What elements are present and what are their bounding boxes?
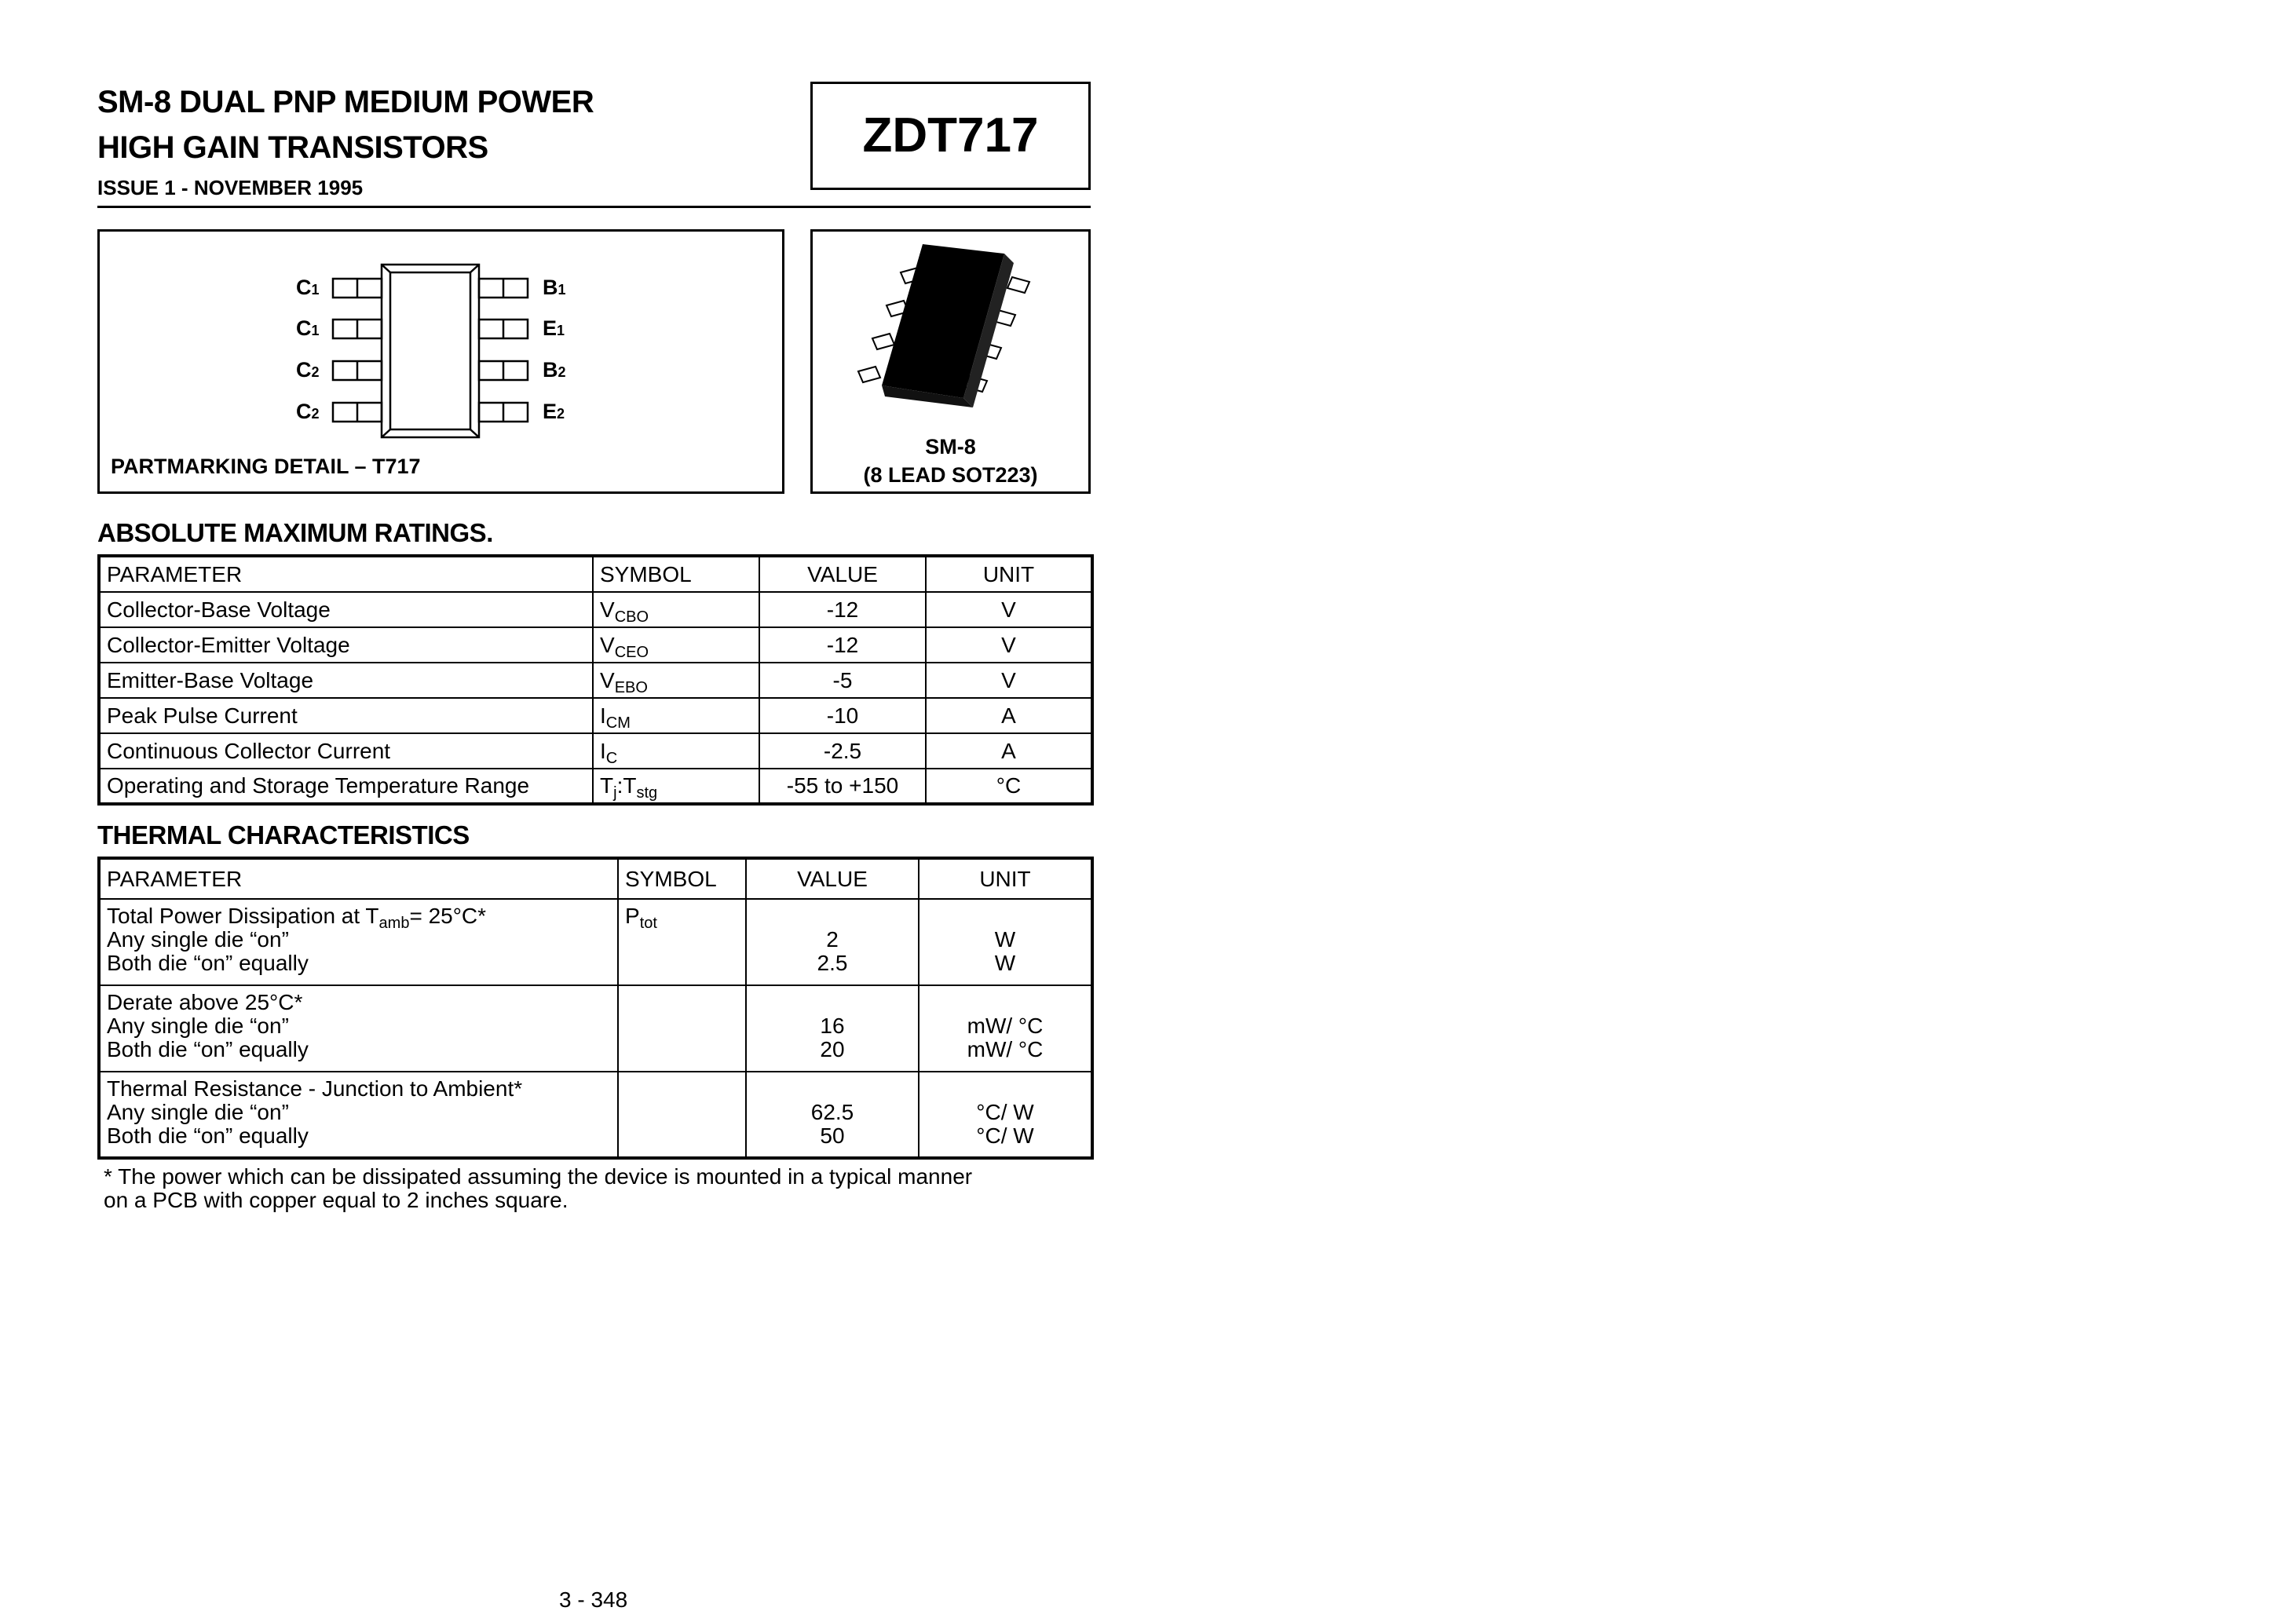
page-number: 3 - 348 — [559, 1587, 628, 1612]
table-header-row — [99, 556, 1092, 592]
symbol-cell: $V_{CEO}$ — [593, 627, 759, 663]
header-value: VALUE — [759, 556, 926, 592]
table-row — [99, 899, 1092, 985]
value-cell: -5 — [759, 663, 926, 698]
pin-label-b2: B2 — [543, 358, 566, 382]
header-rule — [97, 206, 1091, 208]
table-row — [99, 1072, 1092, 1158]
table-row — [99, 698, 1092, 733]
unit-cell: °C/ W °C/ W — [919, 1072, 1092, 1158]
parameter-cell: Collector-Base Voltage — [99, 592, 593, 627]
abs-max-heading: ABSOLUTE MAXIMUM RATINGS. — [97, 518, 493, 547]
pin-label-b1: B1 — [543, 276, 566, 299]
table-row — [99, 592, 1092, 627]
table-row — [99, 627, 1092, 663]
pin-label-c1-b: C1 — [296, 316, 320, 340]
value-cell: -10 — [759, 698, 926, 733]
header-symbol: SYMBOL — [593, 556, 759, 592]
unit-cell: °C — [926, 769, 1092, 804]
header-unit: UNIT — [919, 858, 1092, 899]
unit-cell: W W — [919, 899, 1092, 985]
value-cell: 62.5 50 — [746, 1072, 919, 1158]
header-value: VALUE — [746, 858, 919, 899]
parameter-cell: Continuous Collector Current — [99, 733, 593, 769]
parameter-cell: Peak Pulse Current — [99, 698, 593, 733]
parameter-cell: Derate above 25°C* Any single die “on” Both die “on” equally — [99, 985, 618, 1072]
pinout-diagram — [100, 232, 782, 491]
pin-label-e2: E2 — [543, 400, 565, 423]
symbol-cell: $T_j:T_{stg}$ — [593, 769, 759, 804]
symbol-cell — [618, 1072, 746, 1158]
parameter-cell: Emitter-Base Voltage — [99, 663, 593, 698]
symbol-cell: $V_{CBO}$ — [593, 592, 759, 627]
table-header-row — [99, 858, 1092, 899]
sm8-package-icon — [813, 232, 1088, 436]
package-box — [810, 229, 1091, 494]
pinout-box — [97, 229, 784, 494]
unit-cell: V — [926, 592, 1092, 627]
footnote-line-1: * The power which can be dissipated assuming the device is mounted in a typical manner — [104, 1164, 973, 1189]
unit-cell: A — [926, 698, 1092, 733]
unit-cell: V — [926, 627, 1092, 663]
partmarking-detail: PARTMARKING DETAIL – T717 — [111, 455, 421, 478]
header-symbol: SYMBOL — [618, 858, 746, 899]
symbol-cell: $I_C$ — [593, 733, 759, 769]
part-number: ZDT717 — [862, 108, 1039, 163]
parameter-cell: Total Power Dissipation at $T_{amb}= 25^\circ C*$ Any single die “on” Both die “on” equally — [99, 899, 618, 985]
symbol-cell: $P_{tot}$ — [618, 899, 746, 985]
unit-cell: V — [926, 663, 1092, 698]
table-row — [99, 663, 1092, 698]
header-parameter: PARAMETER — [99, 556, 593, 592]
thermal-heading: THERMAL CHARACTERISTICS — [97, 820, 470, 849]
title-line-1: SM-8 DUAL PNP MEDIUM POWER — [97, 85, 594, 119]
thermal-table — [97, 857, 1094, 1160]
parameter-cell: Collector-Emitter Voltage — [99, 627, 593, 663]
issue-date: ISSUE 1 - NOVEMBER 1995 — [97, 176, 364, 199]
package-description: (8 LEAD SOT223) — [863, 463, 1038, 487]
value-cell: 2 2.5 — [746, 899, 919, 985]
unit-cell: A — [926, 733, 1092, 769]
value-cell: -2.5 — [759, 733, 926, 769]
value-cell: 16 20 — [746, 985, 919, 1072]
title-line-2: HIGH GAIN TRANSISTORS — [97, 130, 488, 165]
symbol-cell — [618, 985, 746, 1072]
parameter-cell: Operating and Storage Temperature Range — [99, 769, 593, 804]
symbol-cell: $V_{EBO}$ — [593, 663, 759, 698]
table-row — [99, 985, 1092, 1072]
symbol-cell: $I_{CM}$ — [593, 698, 759, 733]
header-unit: UNIT — [926, 556, 1092, 592]
table-row — [99, 733, 1092, 769]
footnote-line-2: on a PCB with copper equal to 2 inches square. — [104, 1188, 569, 1212]
pin-label-c1-a: C1 — [296, 276, 320, 299]
parameter-cell: Thermal Resistance - Junction to Ambient* Any single die “on” Both die “on” equally — [99, 1072, 618, 1158]
table-row — [99, 769, 1092, 804]
value-cell: -12 — [759, 592, 926, 627]
value-cell: -12 — [759, 627, 926, 663]
pin-label-e1: E1 — [543, 316, 565, 340]
value-cell: -55 to +150 — [759, 769, 926, 804]
part-number-box — [810, 82, 1091, 190]
pin-label-c2-b: C2 — [296, 400, 320, 423]
pin-label-c2-a: C2 — [296, 358, 320, 382]
unit-cell: mW/ °C mW/ °C — [919, 985, 1092, 1072]
package-name: SM-8 — [925, 435, 976, 458]
header-parameter: PARAMETER — [99, 858, 618, 899]
abs-max-table — [97, 554, 1094, 806]
